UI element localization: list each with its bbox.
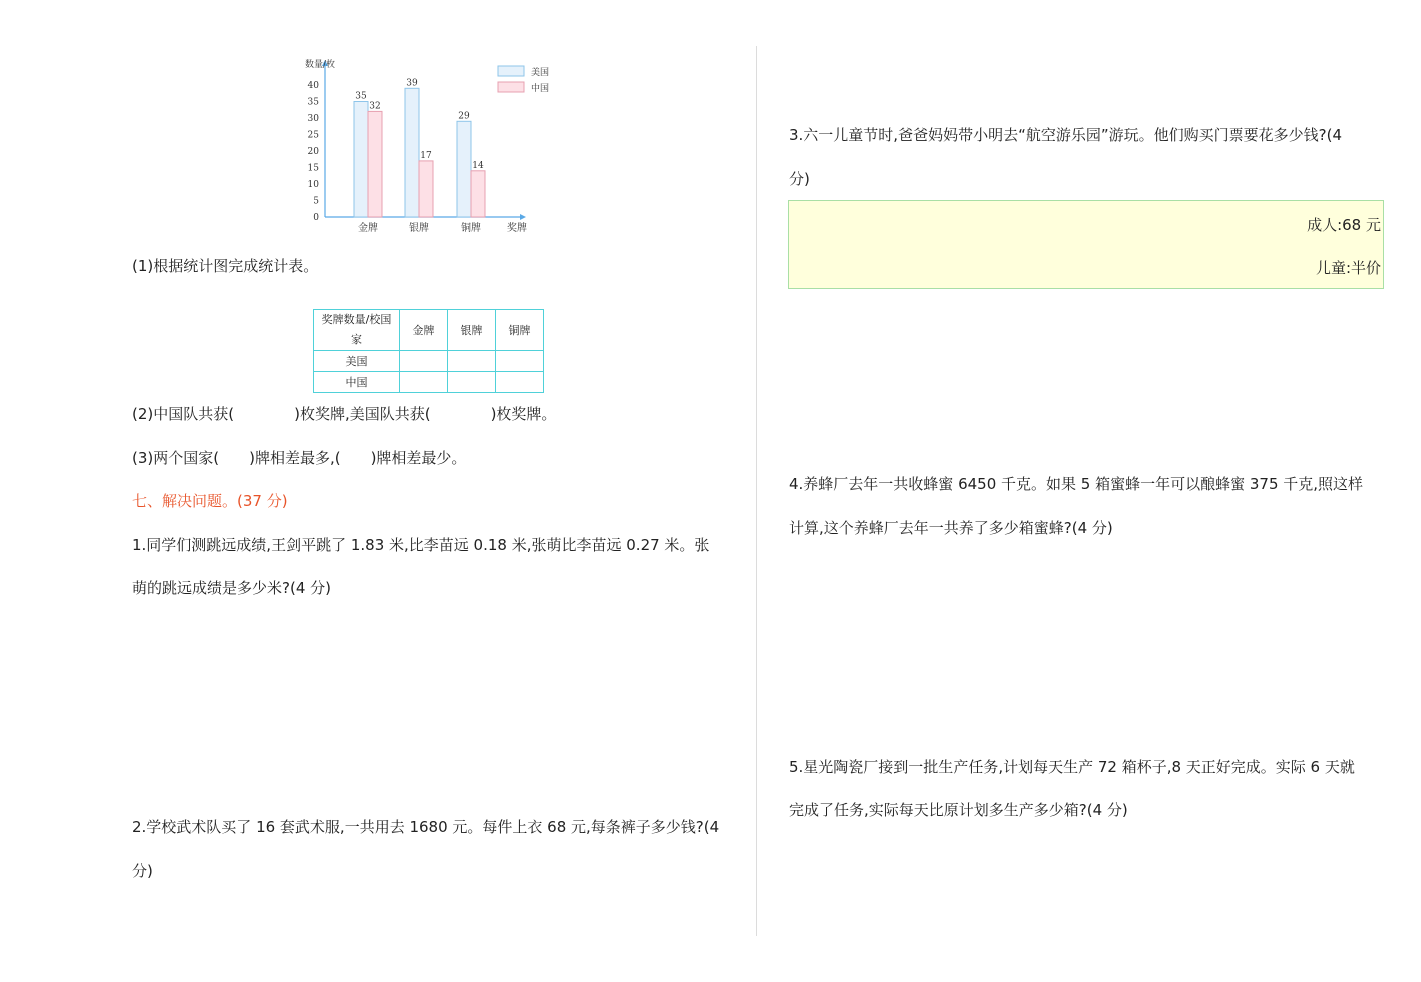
legend-label: 中国 xyxy=(531,84,550,94)
y-tick-label: 20 xyxy=(307,147,319,157)
table-cell-blank[interactable] xyxy=(448,372,496,393)
x-tick-label: 金牌 xyxy=(358,223,378,234)
question-3-line-2: 分) xyxy=(789,170,810,188)
question-1-line-2: 萌的跳远成绩是多少米?(4 分) xyxy=(132,579,331,597)
table-cell-blank[interactable] xyxy=(496,351,544,372)
medal-bar-chart xyxy=(295,52,550,242)
question-part-2: (2)中国队共获( )枚奖牌,美国队共获( )枚奖牌。 xyxy=(132,405,557,423)
legend-swatch xyxy=(498,82,524,92)
y-tick-label: 0 xyxy=(313,213,319,223)
y-tick-label: 25 xyxy=(307,130,319,141)
y-tick-label: 30 xyxy=(307,114,319,124)
table-header-corner: 奖牌数量/校国 家 xyxy=(314,310,400,351)
section-heading: 七、解决问题。(37 分) xyxy=(132,492,288,510)
question-part-1: (1)根据统计图完成统计表。 xyxy=(132,257,319,275)
legend-swatch xyxy=(498,66,524,76)
table-cell-blank[interactable] xyxy=(448,351,496,372)
bar-value-label: 35 xyxy=(355,91,367,102)
table-cell-blank[interactable] xyxy=(400,372,448,393)
table-row-usa: 美国 xyxy=(314,351,400,372)
question-2-line-2: 分) xyxy=(132,862,153,880)
table-cell-blank[interactable] xyxy=(496,372,544,393)
x-tick-label: 铜牌 xyxy=(461,223,481,234)
x-axis-arrow xyxy=(520,214,526,220)
price-child: 儿童:半价 xyxy=(1315,259,1381,277)
bar-美国 xyxy=(405,88,419,217)
question-4-line-1: 4.养蜂厂去年一共收蜂蜜 6450 千克。如果 5 箱蜜蜂一年可以酿蜂蜜 375 千克,照这样 xyxy=(789,475,1364,493)
table-cell-blank[interactable] xyxy=(400,351,448,372)
legend-label: 美国 xyxy=(531,68,550,78)
question-4-line-2: 计算,这个养蜂厂去年一共养了多少箱蜜蜂?(4 分) xyxy=(789,519,1113,537)
y-tick-label: 40 xyxy=(307,81,319,91)
y-tick-label: 35 xyxy=(307,97,319,108)
column-divider xyxy=(756,46,757,936)
question-1-line-1: 1.同学们测跳远成绩,王剑平跳了 1.83 米,比李苗远 0.18 米,张萌比李苗远 0.27 米。张 xyxy=(132,536,710,554)
table-header-gold: 金牌 xyxy=(400,310,448,351)
bar-value-label: 29 xyxy=(458,111,470,122)
bar-value-label: 14 xyxy=(472,160,484,171)
question-2-line-1: 2.学校武术队买了 16 套武术服,一共用去 1680 元。每件上衣 68 元,每条裤子多少钱?(4 xyxy=(132,818,720,836)
bar-中国 xyxy=(368,111,382,217)
table-row-china: 中国 xyxy=(314,372,400,393)
price-adult: 成人:68 元 xyxy=(1307,216,1381,234)
table-header-silver: 银牌 xyxy=(448,310,496,351)
y-tick-label: 15 xyxy=(307,163,319,174)
table-header-bronze: 铜牌 xyxy=(496,310,544,351)
bar-中国 xyxy=(471,171,485,217)
question-part-3: (3)两个国家( )牌相差最多,( )牌相差最少。 xyxy=(132,449,467,467)
bar-value-label: 32 xyxy=(369,101,381,112)
question-3-line-1: 3.六一儿童节时,爸爸妈妈带小明去“航空游乐园”游玩。他们购买门票要花多少钱?(4 xyxy=(789,126,1342,144)
bar-中国 xyxy=(419,161,433,217)
bar-value-label: 17 xyxy=(420,150,432,161)
ticket-price-box xyxy=(788,200,1384,289)
y-tick-label: 5 xyxy=(313,196,319,207)
y-tick-label: 10 xyxy=(307,180,319,190)
medal-stat-table xyxy=(313,309,544,393)
y-axis-label: 数量/枚 xyxy=(305,60,336,70)
bar-美国 xyxy=(457,121,471,217)
question-5-line-2: 完成了任务,实际每天比原计划多生产多少箱?(4 分) xyxy=(789,801,1128,819)
x-tick-label: 银牌 xyxy=(409,223,429,234)
bar-value-label: 39 xyxy=(406,78,418,89)
question-5-line-1: 5.星光陶瓷厂接到一批生产任务,计划每天生产 72 箱杯子,8 天正好完成。实际 6 天就 xyxy=(789,758,1355,776)
x-axis-label: 奖牌 xyxy=(507,223,527,234)
bar-美国 xyxy=(354,102,368,218)
